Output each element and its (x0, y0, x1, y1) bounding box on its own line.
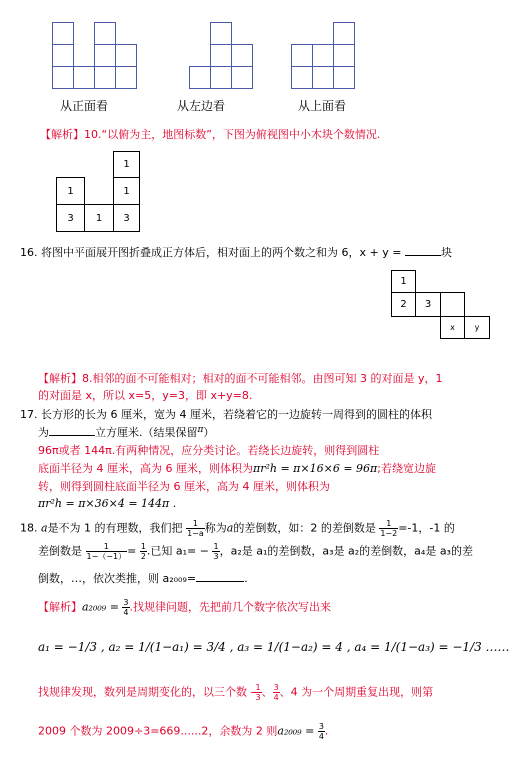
answer-text: .找规律问题，先把前几个数字依次写出来 (129, 600, 332, 614)
question-text: ，a₂是 a₁的差倒数，a₃是 a₂的差倒数，a₄是 a₃的差 (219, 544, 473, 558)
numerator: 1 (255, 683, 261, 692)
denominator: 3 (213, 552, 219, 561)
pi-symbol: π (197, 425, 204, 435)
denominator: 1−2 (380, 529, 398, 538)
net-cell: x (440, 316, 465, 339)
volume-formula: πr²h = π×16×6 = 96π (252, 462, 378, 475)
square (94, 44, 116, 67)
question-text: = (127, 544, 137, 558)
square (333, 22, 355, 45)
count-cell: 3 (56, 204, 85, 232)
q17-answer-line3: 转，则得到圆柱底面半径为 6 厘米，高为 4 厘米，则体积为 (38, 480, 330, 493)
question-text: 为 (38, 426, 49, 439)
square (115, 44, 137, 67)
q16-question (20, 244, 452, 260)
question-text: 的差倒数，如：2 的差倒数是 (233, 521, 376, 535)
question-text: =-1，-1 的 (398, 521, 455, 535)
answer-text: 、 (261, 685, 273, 699)
fraction (186, 519, 205, 538)
numerator: 1 (186, 519, 205, 529)
square (333, 66, 355, 89)
q18-line2 (38, 542, 473, 561)
question-text: 将图中平面展开图折叠成正方体后，相对面上的两个数之和为 6，x + y = (41, 246, 402, 259)
question-text: 称为 (204, 521, 227, 535)
numerator: 3 (123, 598, 129, 607)
square (231, 44, 253, 67)
question-number: 17. (20, 408, 38, 421)
fraction (273, 683, 280, 702)
net-cell: 1 (391, 270, 416, 293)
square (94, 66, 116, 89)
front-view-label: 从正面看 (60, 99, 109, 113)
q18-line1 (20, 519, 455, 538)
fraction (122, 598, 129, 617)
square (291, 66, 313, 89)
variable-a: a (41, 521, 48, 535)
square (52, 22, 74, 45)
answer-text: 、4 为一个周期重复出现，则第 (279, 685, 434, 699)
question-suffix: 块 (440, 246, 452, 259)
top-view-label: 从上面看 (298, 99, 347, 113)
fraction (140, 542, 147, 561)
square (52, 44, 74, 67)
left-view-label: 从左边看 (177, 99, 226, 113)
denominator: 4 (123, 608, 129, 617)
square (94, 22, 116, 45)
count-cell: 1 (113, 151, 140, 178)
answer-text: 底面半径为 4 厘米，高为 6 厘米，则体积为 (38, 462, 253, 475)
fraction (379, 519, 398, 538)
count-cell: 1 (113, 177, 140, 205)
square (210, 66, 232, 89)
net-cell: 3 (415, 292, 441, 317)
q16-analysis-line1 (38, 370, 443, 386)
q17-line2 (38, 424, 214, 440)
denominator: 3 (255, 693, 261, 702)
square (210, 44, 232, 67)
answer-text: . (324, 724, 329, 738)
question-text: 是不为 1 的有理数，我们把 (47, 521, 183, 535)
q17-answer-line1: 96π或者 144π.有两种情况，应分类讨论。若绕长边旋转，则得到圆柱 (38, 444, 380, 457)
numerator: 1 (379, 519, 398, 529)
q18-answer-line4 (38, 722, 328, 741)
numerator: 3 (273, 683, 279, 692)
count-cell: 1 (84, 204, 114, 232)
answer-blank (405, 255, 441, 256)
square (312, 66, 334, 89)
q18-answer-line3 (38, 683, 433, 702)
denominator: 1−a (187, 529, 204, 538)
numerator: 1 (213, 542, 219, 551)
answer-text: 2009 个数为 2009÷3=669......2，余数为 2 则 (38, 724, 278, 738)
question-text: 倒数，…，依次类推，则 a₂₀₀₉= (38, 572, 197, 585)
q18-sequence-formula: a₁ = −1/3 , a₂ = 1/(1−a₁) = 3/4 , a₃ = 1/(1−a₂) = 4 , a₄ = 1/(1−a₃) = −1/3 …… (38, 640, 510, 654)
variable-a: a (226, 521, 234, 535)
numerator: 1 (86, 542, 128, 552)
question-number: 16. (20, 246, 38, 259)
question-number: 18. (20, 521, 38, 535)
analysis-text: 10.“以俯为主，地图标数”，下图为俯视图中小木块个数情况. (84, 128, 381, 141)
question-text: .已知 a₁= − (146, 544, 209, 558)
question-text: 立方厘米.（结果保留 (95, 426, 198, 439)
square (189, 66, 211, 89)
analysis-tag: 【解析】 (40, 128, 84, 141)
analysis-tag: 【解析】 (38, 372, 82, 385)
numerator: 3 (318, 722, 324, 731)
square (312, 44, 334, 67)
q18-line3 (38, 570, 248, 586)
q17-answer-line2 (38, 460, 436, 476)
denominator: 1−（−1） (86, 552, 127, 561)
square (291, 44, 313, 67)
question-text: ） (203, 426, 215, 439)
answer-text: 找规律发现，数列是周期变化的，以三个数 - (38, 685, 255, 699)
count-cell: 1 (56, 177, 85, 205)
numerator: 1 (140, 542, 146, 551)
fraction (212, 542, 219, 561)
denominator: 4 (318, 732, 324, 741)
a2009-symbol: a₂₀₀₉ = (82, 600, 119, 614)
net-cell: 2 (391, 292, 416, 317)
square (210, 22, 232, 45)
a2009-symbol: a₂₀₀₉ = (277, 724, 315, 738)
square (333, 44, 355, 67)
q17-line1 (20, 406, 432, 422)
denominator: 2 (140, 552, 146, 561)
fraction (318, 722, 325, 741)
question-text: 长方形的长为 6 厘米，宽为 4 厘米，若绕着它的一边旋转一周得到的圆柱的体积 (41, 408, 432, 421)
q18-answer-line1 (38, 598, 331, 617)
denominator: 4 (273, 693, 279, 702)
answer-text: ;若绕宽边旋 (377, 462, 436, 475)
answer-blank (49, 435, 95, 436)
net-cell (440, 292, 465, 317)
fraction (86, 542, 128, 561)
square (231, 66, 253, 89)
answer-blank (196, 581, 244, 582)
q16-analysis-line2: 的对面是 x，所以 x=5，y=3，即 x+y=8. (38, 389, 253, 402)
q10-analysis (40, 126, 380, 142)
square (52, 66, 74, 89)
analysis-text: 8.相邻的面不可能相对；相对的面不可能相邻。由图可知 3 的对面是 y，1 (82, 372, 443, 385)
analysis-tag: 【解析】 (38, 600, 82, 614)
count-cell: 3 (113, 204, 140, 232)
question-text: . (244, 572, 248, 585)
net-cell: y (464, 316, 490, 339)
square (115, 66, 137, 89)
fraction (254, 683, 261, 702)
question-text: 差倒数是 (38, 544, 82, 558)
q17-answer-line4: πr²h = π×36×4 = 144π . (38, 497, 177, 510)
square (73, 66, 95, 89)
